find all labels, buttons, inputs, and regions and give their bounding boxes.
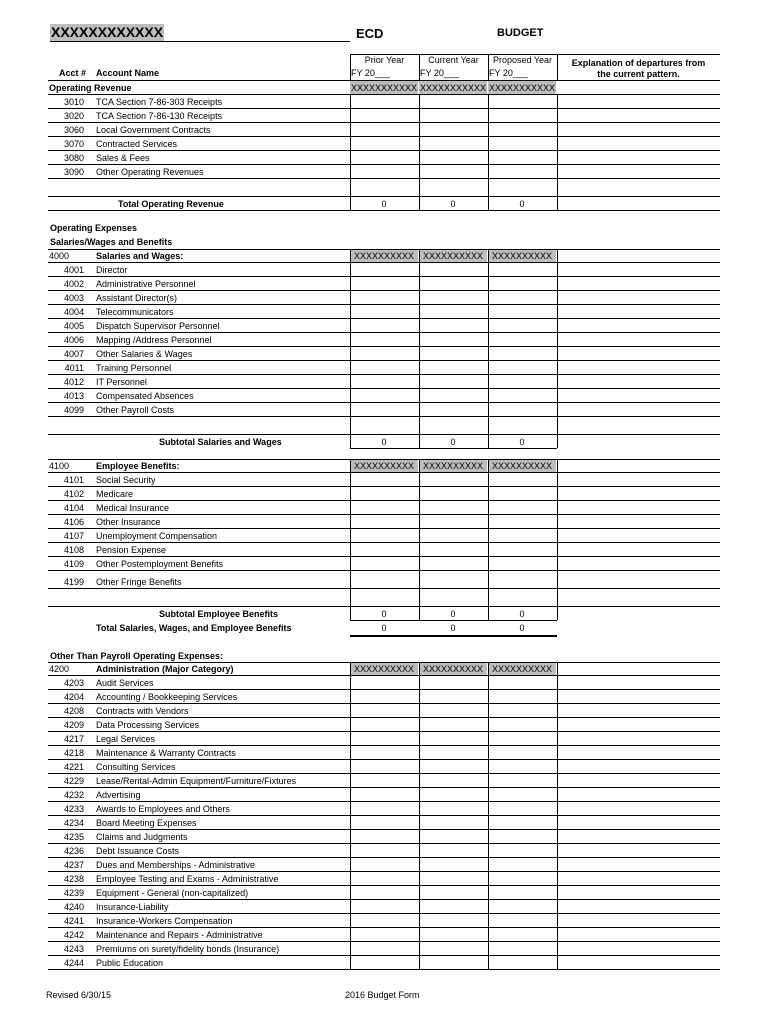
table-row [48,263,720,277]
table-row [48,746,720,760]
table-row [48,732,720,746]
account-name: Contracts with Vendors [96,706,189,716]
table-row [48,291,720,305]
col-proposed-label: Proposed Year [492,55,553,65]
placeholder-cell: XXXXXXXXXX [419,249,487,263]
table-row [48,543,720,557]
account-name: Subtotal Employee Benefits [159,609,279,619]
account-name: Medical Insurance [96,503,170,513]
table-row [48,277,720,291]
account-name: Training Personnel [96,363,172,373]
placeholder-cell: XXXXXXXXXXX [419,83,487,93]
account-number: 4238 [63,874,84,884]
account-number: 4236 [63,846,84,856]
account-number: 4239 [63,888,84,898]
account-name: Dues and Memberships - Administrative [96,860,256,870]
section-administration [48,662,720,676]
account-number: 4005 [63,321,84,331]
account-name: Maintenance and Repairs - Administrative [96,930,263,940]
table-row [48,473,720,487]
account-name: Social Security [96,475,156,485]
account-number: Operating Revenue [49,83,132,93]
table-row [48,575,720,589]
account-number: 4101 [63,475,84,485]
account-number: 4232 [63,790,84,800]
col-acct-header: Acct # [59,68,87,78]
account-name: Insurance-Workers Compensation [96,916,233,926]
table-row [48,389,720,403]
table-row [48,361,720,375]
total-value: 0 [381,623,387,633]
account-name: Employee Testing and Exams - Administrative [96,874,279,884]
table-row [48,802,720,816]
account-name: Salaries and Wages: [96,251,184,261]
table-row [48,333,720,347]
account-number: 4208 [63,706,84,716]
table-row [48,529,720,543]
account-number: 4104 [63,503,84,513]
account-name: Maintenance & Warranty Contracts [96,748,236,758]
table-row [48,137,720,151]
col-explain-l2: the current pattern. [597,69,680,79]
account-name: Awards to Employees and Others [96,804,230,814]
account-number: 4106 [63,517,84,527]
account-name: Total Salaries, Wages, and Employee Benefits [96,623,292,633]
table-row [48,830,720,844]
account-number: 4099 [63,405,84,415]
table-row [48,844,720,858]
account-number: 4006 [63,335,84,345]
account-number: 4240 [63,902,84,912]
account-name: Legal Services [96,734,156,744]
section-operating-revenue [48,81,720,95]
col-current-label: Current Year [428,55,479,65]
account-number: 3080 [63,153,84,163]
account-number: 4007 [63,349,84,359]
table-row [48,704,720,718]
account-number: 4229 [63,776,84,786]
subtotal-salaries [48,435,720,449]
account-number: 3090 [63,167,84,177]
account-name: Compensated Absences [96,391,194,401]
table-row [48,319,720,333]
section-other-than-payroll: Other Than Payroll Operating Expenses: [50,651,224,661]
account-name: Contracted Services [96,139,178,149]
account-name: Advertising [96,790,141,800]
account-number: 4234 [63,818,84,828]
table-row [48,788,720,802]
account-name: Other Salaries & Wages [96,349,193,359]
account-name: Equipment - General (non-capitalized) [96,888,249,898]
account-name: Other Operating Revenues [96,167,204,177]
header-placeholder: XXXXXXXXXXXX [51,24,164,40]
placeholder-cell: XXXXXXXXXXX [488,83,556,93]
account-number: 4200 [49,664,70,674]
table-row [48,95,720,109]
header-ecd: ECD [356,26,384,41]
col-proposed-fy: FY 20___ [489,68,528,78]
table-row [48,305,720,319]
account-name: Subtotal Salaries and Wages [159,437,282,447]
table-row [48,900,720,914]
account-number: 4221 [63,762,84,772]
account-number: 4242 [63,930,84,940]
account-name: Debt Issuance Costs [96,846,180,856]
account-number: 4012 [63,377,84,387]
section-operating-expenses: Operating Expenses [50,223,138,233]
placeholder-cell: XXXXXXXXXX [488,662,556,676]
account-number: 4237 [63,860,84,870]
col-explain-l1: Explanation of departures from [571,58,706,68]
account-number: 3020 [63,111,84,121]
account-number: 4209 [63,720,84,730]
table-row [48,956,720,970]
account-number: 4235 [63,832,84,842]
total-value: 0 [450,437,456,447]
subtotal-benefits [48,607,720,621]
account-number: 3010 [63,97,84,107]
account-number: 4102 [63,489,84,499]
account-name: Local Government Contracts [96,125,211,135]
section-employee-benefits [48,459,720,473]
table-row [48,109,720,123]
account-name: Premiums on surety/fidelity bonds (Insurance) [96,944,280,954]
col-name-header: Account Name [96,68,160,78]
section-salaries-wages [48,249,720,263]
col-prior-label: Prior Year [364,55,405,65]
total-value: 0 [519,609,525,619]
placeholder-cell: XXXXXXXXXX [419,459,487,473]
total-value: 0 [519,199,525,209]
account-name: Sales & Fees [96,153,150,163]
footer-revised: Revised 6/30/15 [46,990,112,1000]
account-name: Telecommunicators [96,307,174,317]
table-row [48,165,720,179]
account-number: 4002 [63,279,84,289]
total-value: 0 [381,609,387,619]
total-value: 0 [381,199,387,209]
account-number: 3060 [63,125,84,135]
table-row [48,676,720,690]
total-value: 0 [450,199,456,209]
account-number: 4217 [63,734,84,744]
account-name: Administration (Major Category) [96,664,234,674]
account-name: IT Personnel [96,377,147,387]
table-row [48,151,720,165]
table-row [48,774,720,788]
table-row [48,872,720,886]
account-name: Data Processing Services [96,720,200,730]
placeholder-cell: XXXXXXXXXX [419,662,487,676]
table-row [48,501,720,515]
total-salaries-benefits [48,621,720,635]
table-row [48,816,720,830]
header-budget: BUDGET [497,27,544,39]
table-row [48,858,720,872]
account-name: Other Fringe Benefits [96,577,182,587]
table-row [48,375,720,389]
account-name: Claims and Judgments [96,832,188,842]
account-number: 4244 [63,958,84,968]
account-number: 4233 [63,804,84,814]
account-number: 4100 [49,461,70,471]
account-number: 4109 [63,559,84,569]
account-name: TCA Section 7-86-303 Receipts [96,97,223,107]
account-name: Accounting / Bookkeeping Services [96,692,238,702]
table-row [48,928,720,942]
account-number: 4004 [63,307,84,317]
account-name: Other Postemployment Benefits [96,559,224,569]
account-name: Lease/Rental-Admin Equipment/Furniture/Fixtures [96,776,297,786]
table-row [48,942,720,956]
col-prior-fy: FY 20___ [351,68,390,78]
col-current-fy: FY 20___ [420,68,459,78]
table-row [48,886,720,900]
account-number: 4243 [63,944,84,954]
placeholder-cell: XXXXXXXXXX [488,249,556,263]
account-number: 4003 [63,293,84,303]
total-value: 0 [519,623,525,633]
placeholder-cell: XXXXXXXXXX [488,459,556,473]
table-row [48,914,720,928]
table-row [48,690,720,704]
table-row [48,123,720,137]
account-name: Employee Benefits: [96,461,180,471]
table-row [48,760,720,774]
account-name: Total Operating Revenue [118,199,224,209]
account-name: Mapping /Address Personnel [96,335,212,345]
placeholder-cell: XXXXXXXXXX [350,249,418,263]
placeholder-cell: XXXXXXXXXX [350,662,418,676]
account-name: Medicare [96,489,134,499]
account-name: Public Education [96,958,164,968]
account-number: 4218 [63,748,84,758]
account-number: 4001 [63,265,84,275]
account-number: 4107 [63,531,84,541]
account-number: 4204 [63,692,84,702]
header-underline [50,41,350,42]
account-name: Unemployment Compensation [96,531,218,541]
account-number: 4199 [63,577,84,587]
section-salaries-benefits: Salaries/Wages and Benefits [50,237,173,247]
account-number: 4000 [49,251,70,261]
table-row [48,557,720,571]
account-name: Audit Services [96,678,154,688]
account-number: 4011 [64,363,84,373]
account-name: Dispatch Supervisor Personnel [96,321,220,331]
table-row [48,347,720,361]
placeholder-cell: XXXXXXXXXX [350,459,418,473]
account-name: TCA Section 7-86-130 Receipts [96,111,223,121]
account-name: Other Payroll Costs [96,405,175,415]
total-value: 0 [381,437,387,447]
account-name: Pension Expense [96,545,167,555]
total-value: 0 [450,609,456,619]
account-name: Administrative Personnel [96,279,196,289]
account-number: 4241 [63,916,84,926]
account-number: 4203 [63,678,84,688]
total-value: 0 [519,437,525,447]
table-row [48,487,720,501]
account-name: Other Insurance [96,517,161,527]
table-row [48,718,720,732]
account-number: 3070 [63,139,84,149]
account-number: 4013 [63,391,84,401]
total-operating-revenue [48,197,720,211]
total-value: 0 [450,623,456,633]
account-number: 4108 [63,545,84,555]
account-name: Board Meeting Expenses [96,818,197,828]
placeholder-cell: XXXXXXXXXXX [350,83,418,93]
account-name: Consulting Services [96,762,176,772]
table-row [48,403,720,417]
table-row [48,515,720,529]
account-name: Assistant Director(s) [96,293,178,303]
footer-form-name: 2016 Budget Form [345,990,420,1000]
account-name: Director [96,265,128,275]
account-name: Insurance-Liability [96,902,169,912]
